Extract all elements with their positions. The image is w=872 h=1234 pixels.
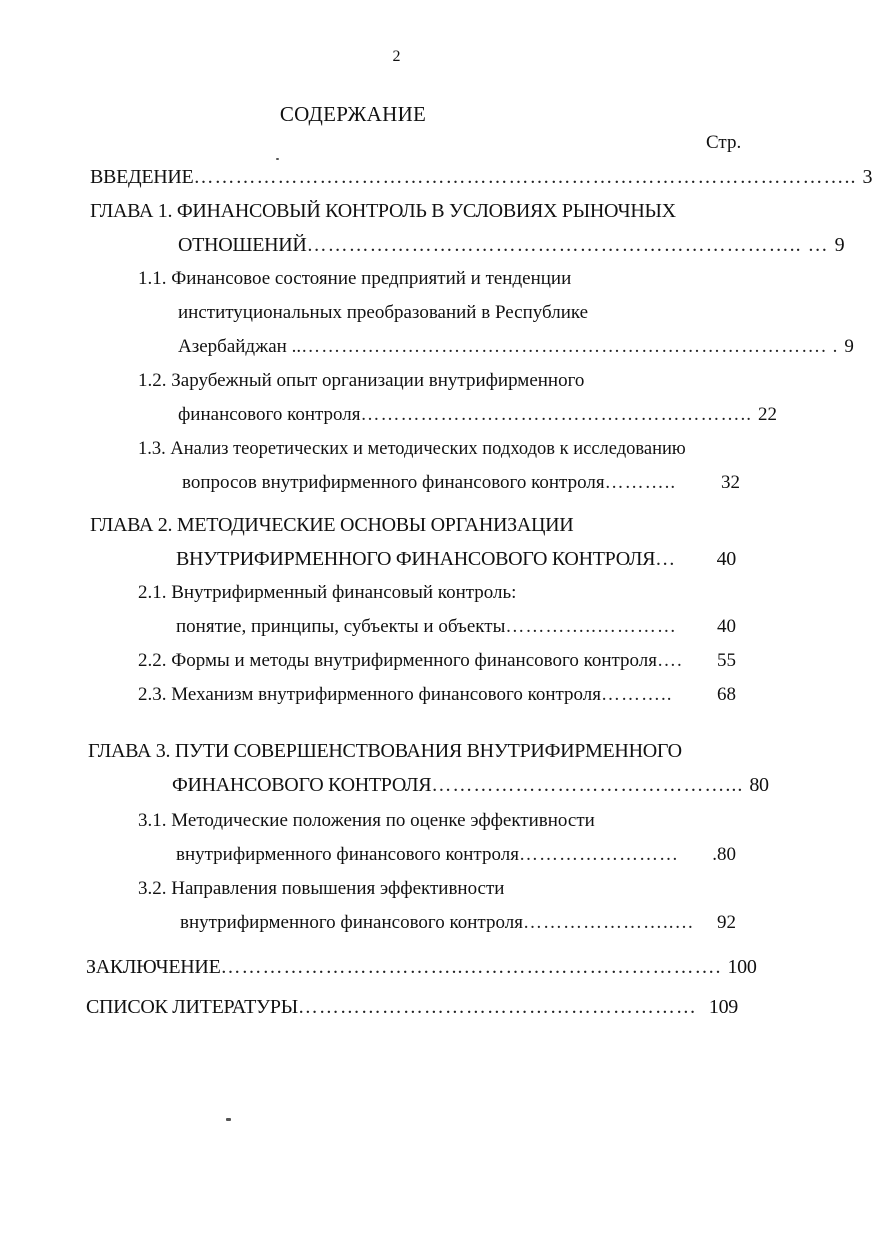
toc-page-number: 80 bbox=[749, 774, 769, 796]
toc-leader: ………………………………………………… bbox=[297, 996, 697, 1018]
toc-page-number: 100 bbox=[727, 956, 757, 978]
toc-section-3-2-heading: 3.2. Направления повышения эффективности bbox=[138, 878, 505, 899]
toc-page-number: 40 bbox=[717, 616, 736, 637]
toc-chapter-1 bbox=[178, 230, 845, 260]
page-title: СОДЕРЖАНИЕ bbox=[279, 102, 427, 126]
toc-page-number: 68 bbox=[717, 684, 736, 705]
toc-section-3-2 bbox=[180, 908, 736, 938]
toc-page-number: 40 bbox=[716, 548, 736, 570]
toc-section-3-1-heading: 3.1. Методические положения по оценке эффективности bbox=[138, 810, 595, 831]
toc-page-number: 109 bbox=[708, 996, 738, 1018]
toc-entry-conclusion bbox=[86, 952, 757, 982]
toc-section-1-2-heading: 1.2. Зарубежный опыт организации внутрифирменного bbox=[138, 370, 585, 391]
toc-entry-text: ОТНОШЕНИЙ bbox=[178, 234, 307, 256]
toc-entry-text: внутрифирменного финансового контроля bbox=[176, 844, 519, 865]
toc-section-1-3 bbox=[182, 468, 740, 498]
toc-section-1-1-line2: институциональных преобразований в Республике bbox=[178, 302, 589, 323]
toc-entry-text: вопросов внутрифирменного финансового контроля bbox=[182, 472, 605, 493]
toc-leader: …………………………………………………………….. … bbox=[306, 234, 829, 256]
toc-page-number: 22 bbox=[758, 404, 778, 425]
toc-entry-text: ВНУТРИФИРМЕННОГО ФИНАНСОВОГО КОНТРОЛЯ bbox=[176, 548, 656, 570]
toc-entry-text: Азербайджан .. bbox=[178, 336, 302, 357]
toc-section-1-1-heading: 1.1. Финансовое состояние предприятий и тенденции bbox=[138, 268, 572, 289]
toc-entry-references bbox=[86, 992, 738, 1022]
toc-page-number: 9 bbox=[844, 336, 854, 357]
toc-section-2-3 bbox=[138, 680, 736, 710]
toc-page-number: 55 bbox=[717, 650, 736, 671]
toc-entry-text: финансового контроля bbox=[178, 404, 361, 425]
toc-leader: ……………………………..………………………………. bbox=[220, 956, 722, 978]
toc-page-number: .80 bbox=[712, 844, 736, 865]
toc-entry-text: ВВЕДЕНИЕ bbox=[90, 166, 194, 188]
toc-entry-text: 2.2. Формы и методы внутрифирменного финансового контроля bbox=[138, 650, 658, 671]
scan-speck bbox=[226, 1118, 231, 1121]
toc-entry-text: понятие, принципы, субъекты и объекты bbox=[176, 616, 506, 637]
toc-section-3-1 bbox=[176, 840, 736, 870]
toc-leader: ……….. bbox=[601, 684, 673, 705]
page-number: 2 bbox=[392, 48, 401, 65]
toc-page-number: 32 bbox=[721, 472, 740, 493]
toc-entry-text: ФИНАНСОВОГО КОНТРОЛЯ bbox=[172, 774, 432, 796]
toc-page-number: 3 bbox=[862, 166, 872, 188]
toc-entry-intro bbox=[90, 162, 872, 192]
toc-entry-text: СПИСОК ЛИТЕРАТУРЫ bbox=[86, 996, 298, 1018]
toc-section-1-3-heading: 1.3. Анализ теоретических и методических подходов к исследованию bbox=[138, 439, 686, 459]
toc-chapter-2 bbox=[176, 544, 736, 574]
toc-leader: ………………………………………………….. bbox=[360, 404, 753, 425]
toc-leader: …. bbox=[657, 650, 683, 671]
toc-chapter-1-heading: ГЛАВА 1. ФИНАНСОВЫЙ КОНТРОЛЬ В УСЛОВИЯХ РЫНОЧНЫХ bbox=[90, 200, 676, 222]
toc-chapter-3 bbox=[172, 770, 769, 800]
toc-section-2-1 bbox=[176, 612, 736, 642]
toc-leader: ……………………………………... bbox=[431, 774, 744, 796]
toc-section-1-2 bbox=[178, 400, 778, 430]
toc-leader: … bbox=[655, 548, 677, 570]
toc-page-number: 92 bbox=[717, 912, 736, 933]
toc-section-2-1-heading: 2.1. Внутрифирменный финансовый контроль: bbox=[138, 582, 517, 603]
toc-section-2-2 bbox=[138, 646, 736, 676]
toc-entry-text: внутрифирменного финансового контроля bbox=[180, 912, 523, 933]
toc-chapter-3-heading: ГЛАВА 3. ПУТИ СОВЕРШЕНСТВОВАНИЯ ВНУТРИФИРМЕННОГО bbox=[88, 740, 682, 762]
toc-leader: …………..………… bbox=[505, 616, 677, 637]
page-column-label: Стр. bbox=[706, 132, 742, 153]
toc-leader: …………………..… bbox=[522, 912, 695, 933]
toc-leader: ………………………………………………………………………………….. bbox=[193, 166, 857, 188]
toc-entry-text: ЗАКЛЮЧЕНИЕ bbox=[86, 956, 221, 978]
toc-leader: …………………… bbox=[518, 844, 679, 865]
toc-leader: ……………………………………………………………………. . bbox=[301, 336, 839, 357]
scan-speck bbox=[276, 158, 279, 160]
toc-chapter-2-heading: ГЛАВА 2. МЕТОДИЧЕСКИЕ ОСНОВЫ ОРГАНИЗАЦИИ bbox=[90, 514, 574, 536]
toc-section-1-1 bbox=[178, 332, 854, 362]
toc-entry-text: 2.3. Механизм внутрифирменного финансового контроля bbox=[138, 684, 602, 705]
toc-page-number: 9 bbox=[834, 234, 845, 256]
toc-leader: ……….. bbox=[604, 472, 677, 493]
